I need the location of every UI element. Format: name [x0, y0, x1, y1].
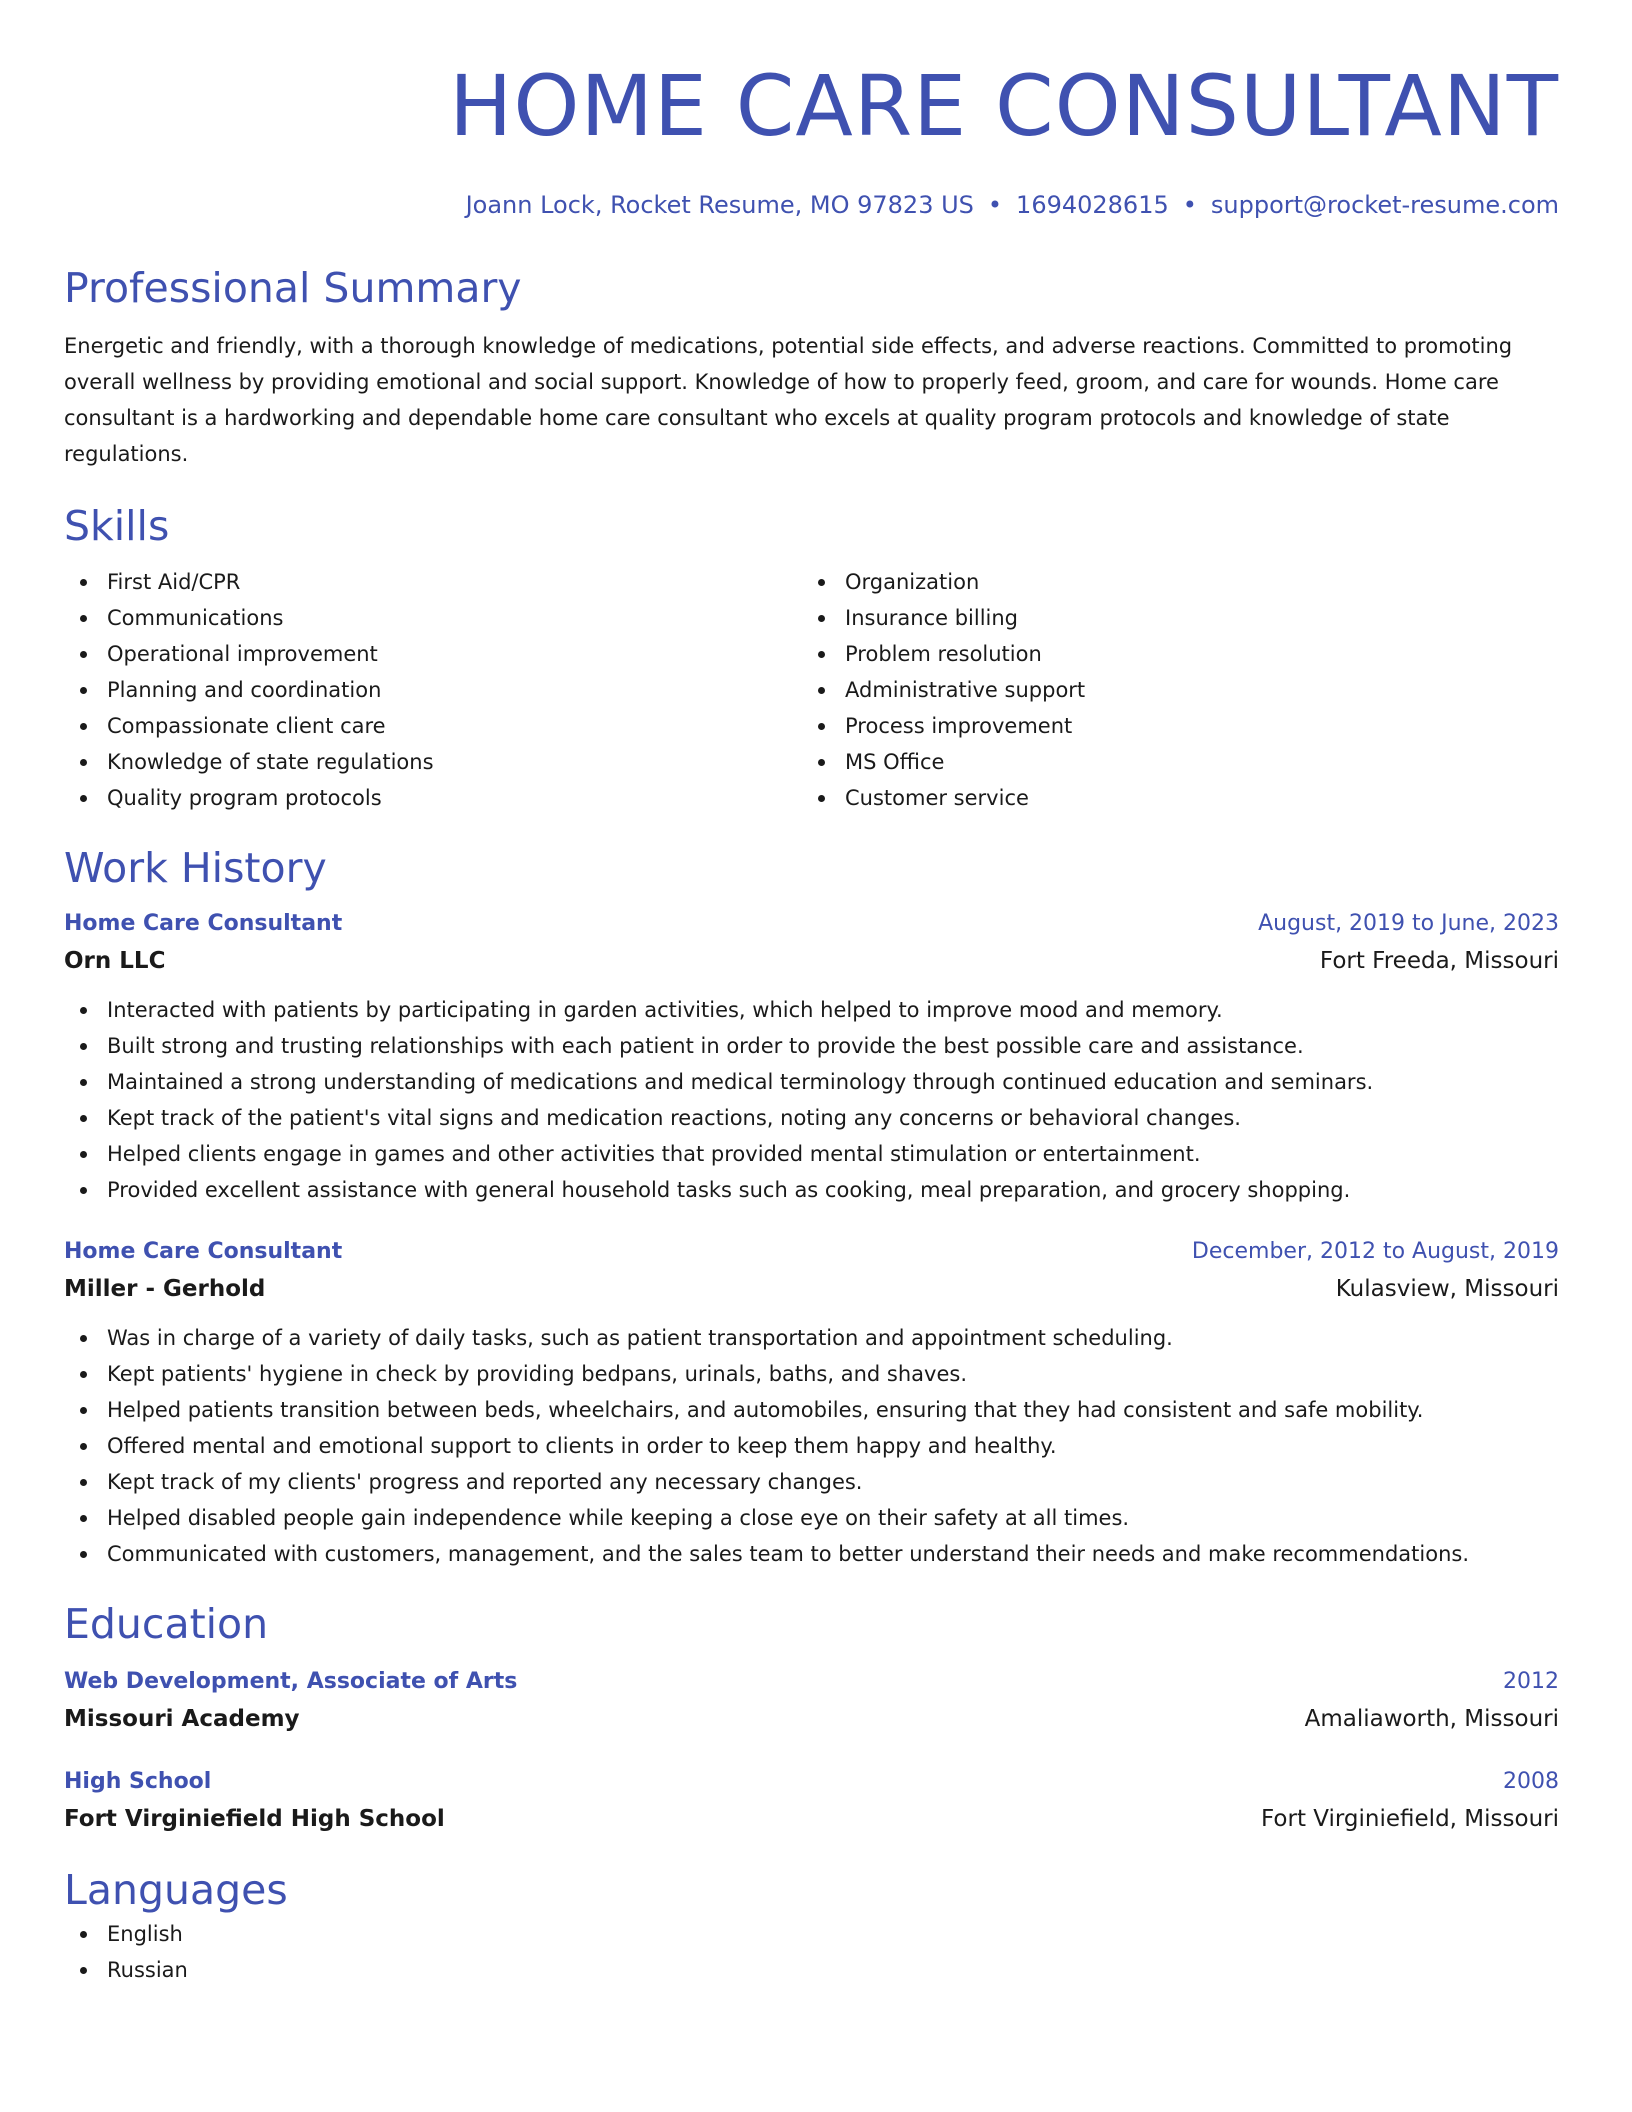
- job-bullet: Helped patients transition between beds, wheelchairs, and automobiles, ensuring that they had consistent and safe mobility.: [64, 1392, 1559, 1428]
- education-heading: Education: [64, 1600, 269, 1648]
- languages-list: [64, 1916, 1559, 1988]
- skill-item: Operational improvement: [64, 636, 802, 672]
- job-bullet: Built strong and trusting relationships with each patient in order to provide the best possible care and assistance.: [64, 1028, 1559, 1064]
- education-degree-row: [64, 1764, 1559, 1800]
- skill-item: Administrative support: [802, 672, 1540, 708]
- job-bullet: Offered mental and emotional support to clients in order to keep them happy and healthy.: [64, 1428, 1559, 1464]
- education-degree: Web Development, Associate of Arts: [64, 1669, 518, 1694]
- job-bullet: Kept patients' hygiene in check by providing bedpans, urinals, baths, and shaves.: [64, 1356, 1559, 1392]
- job-company-row: [64, 1270, 1559, 1308]
- contact-separator: •: [1182, 191, 1197, 219]
- skill-item: Problem resolution: [802, 636, 1540, 672]
- skills-column-right: [802, 564, 1540, 816]
- skill-item: First Aid/CPR: [64, 564, 802, 600]
- job-bullet: Provided excellent assistance with general household tasks such as cooking, meal preparation, and grocery shopping.: [64, 1172, 1559, 1208]
- job-bullet: Was in charge of a variety of daily tasks, such as patient transportation and appointment scheduling.: [64, 1320, 1559, 1356]
- job-location: Kulasview, Missouri: [1335, 1276, 1559, 1302]
- education-location: Fort Virginiefield, Missouri: [1261, 1806, 1559, 1832]
- education-degree-row: [64, 1664, 1559, 1700]
- job-bullet: Maintained a strong understanding of medications and medical terminology through continued education and seminars.: [64, 1064, 1559, 1100]
- skill-item: Communications: [64, 600, 802, 636]
- skills-columns: [64, 564, 1559, 816]
- job-title: Home Care Consultant: [64, 1239, 343, 1264]
- resume-page: [64, 0, 1559, 1988]
- job-company-row: [64, 942, 1559, 980]
- education-entry: [64, 1764, 1559, 1838]
- contact-address: Joann Lock, Rocket Resume, MO 97823 US: [465, 191, 974, 219]
- job-bullet: Communicated with customers, management, and the sales team to better understand their needs and make recommendations.: [64, 1536, 1559, 1572]
- skill-item: Customer service: [802, 780, 1540, 816]
- job-entry: [64, 1234, 1559, 1572]
- job-bullet: Helped clients engage in games and other activities that provided mental stimulation or entertainment.: [64, 1136, 1559, 1172]
- skill-item: Insurance billing: [802, 600, 1540, 636]
- job-company: Orn LLC: [64, 948, 166, 974]
- job-bullet: Kept track of the patient's vital signs and medication reactions, noting any concerns or behavioral changes.: [64, 1100, 1559, 1136]
- language-item: Russian: [64, 1952, 1559, 1988]
- education-location: Amaliaworth, Missouri: [1304, 1706, 1559, 1732]
- job-bullet: Helped disabled people gain independence while keeping a close eye on their safety at all times.: [64, 1500, 1559, 1536]
- education-school-row: [64, 1800, 1559, 1838]
- job-dates: August, 2019 to June, 2023: [1258, 911, 1559, 936]
- education-school: Fort Virginiefield High School: [64, 1806, 445, 1832]
- education-school-row: [64, 1700, 1559, 1738]
- contact-separator: •: [987, 191, 1003, 219]
- summary-heading: Professional Summary: [64, 264, 522, 312]
- contact-phone: 1694028615: [1016, 191, 1169, 219]
- job-dates: December, 2012 to August, 2019: [1191, 1239, 1559, 1264]
- skill-item: Quality program protocols: [64, 780, 802, 816]
- summary-text: Energetic and friendly, with a thorough knowledge of medications, potential side effects, and adverse reactions. Committed to promoting overall wellness by providing emotional and social support. Knowledge of how to properly feed, groom, and care for wounds. Home care consultant is a hardworking and dependable home care consultant who excels at quality program protocols and knowledge of state regulations.: [64, 334, 1513, 466]
- job-bullets: [64, 992, 1559, 1208]
- education-school: Missouri Academy: [64, 1706, 300, 1732]
- education-year: 2008: [1503, 1769, 1559, 1794]
- work-history-heading: Work History: [64, 844, 327, 892]
- job-entry: [64, 906, 1559, 1208]
- contact-email: support@rocket-resume.com: [1210, 191, 1559, 219]
- skill-item: Knowledge of state regulations: [64, 744, 802, 780]
- skill-item: Compassionate client care: [64, 708, 802, 744]
- job-bullet: Kept track of my clients' progress and reported any necessary changes.: [64, 1464, 1559, 1500]
- language-item: English: [64, 1916, 1559, 1952]
- skills-heading: Skills: [64, 502, 170, 550]
- resume-title: HOME CARE CONSULTANT: [449, 57, 1559, 155]
- education-entry: [64, 1664, 1559, 1738]
- education-degree: High School: [64, 1769, 212, 1794]
- education-year: 2012: [1503, 1669, 1559, 1694]
- job-bullet: Interacted with patients by participating in garden activities, which helped to improve mood and memory.: [64, 992, 1559, 1028]
- skill-item: Organization: [802, 564, 1540, 600]
- skill-item: Process improvement: [802, 708, 1540, 744]
- job-company: Miller - Gerhold: [64, 1276, 266, 1302]
- job-title-row: [64, 1234, 1559, 1270]
- languages-heading: Languages: [64, 1866, 288, 1914]
- skill-item: Planning and coordination: [64, 672, 802, 708]
- job-title-row: [64, 906, 1559, 942]
- skills-column-left: [64, 564, 802, 816]
- skills-list-left: [64, 564, 802, 816]
- skill-item: MS Office: [802, 744, 1540, 780]
- job-location: Fort Freeda, Missouri: [1319, 948, 1559, 974]
- skills-list-right: [802, 564, 1540, 816]
- job-bullets: [64, 1320, 1559, 1572]
- job-title: Home Care Consultant: [64, 911, 343, 936]
- contact-line: [64, 190, 1559, 220]
